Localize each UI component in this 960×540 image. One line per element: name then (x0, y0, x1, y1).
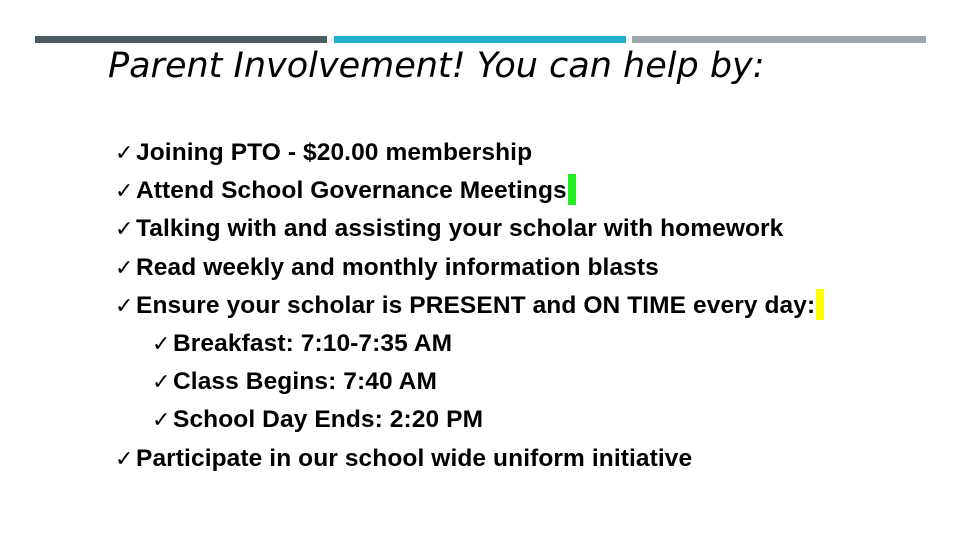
list-item-text: Joining PTO - $20.00 membership (136, 139, 533, 166)
list-item-homework (115, 210, 824, 248)
list-item-text: Read weekly and monthly information blasts (136, 253, 659, 281)
checkmark-icon: ✓ (115, 179, 134, 205)
checkmark-icon: ✓ (115, 217, 134, 243)
involvement-list (115, 134, 824, 478)
list-item-pto (115, 134, 824, 172)
list-item-text: School Day Ends: 2:20 PM (173, 406, 484, 434)
list-item-text: Attend School Governance Meetings (136, 177, 567, 205)
green-highlight-marker (568, 174, 576, 205)
checkmark-icon: ✓ (152, 370, 171, 396)
list-item-information-blasts (115, 249, 824, 287)
yellow-highlight-marker (816, 289, 824, 320)
list-item-governance (115, 172, 824, 210)
checkmark-icon: ✓ (115, 446, 134, 472)
list-item-text: Breakfast: 7:10-7:35 AM (173, 329, 453, 357)
checkmark-icon: ✓ (115, 293, 134, 319)
checkmark-icon: ✓ (152, 331, 171, 357)
checkmark-icon: ✓ (115, 141, 134, 166)
list-item-text: Class Begins: 7:40 AM (173, 368, 437, 396)
checkmark-icon: ✓ (152, 408, 171, 434)
list-item-uniform (115, 440, 824, 478)
list-item-text: Ensure your scholar is PRESENT and ON TIME every day: (136, 291, 816, 319)
slide-title: Parent Involvement! You can help by: (108, 46, 765, 86)
list-item-text: Talking with and assisting your scholar with homework (136, 215, 784, 243)
sub-item-day-ends (115, 401, 824, 439)
list-item-attendance (115, 287, 824, 325)
list-item-text: Participate in our school wide uniform initiative (136, 444, 693, 472)
sub-item-class-begins (115, 363, 824, 401)
checkmark-icon: ✓ (115, 255, 134, 281)
sub-item-breakfast (115, 325, 824, 363)
